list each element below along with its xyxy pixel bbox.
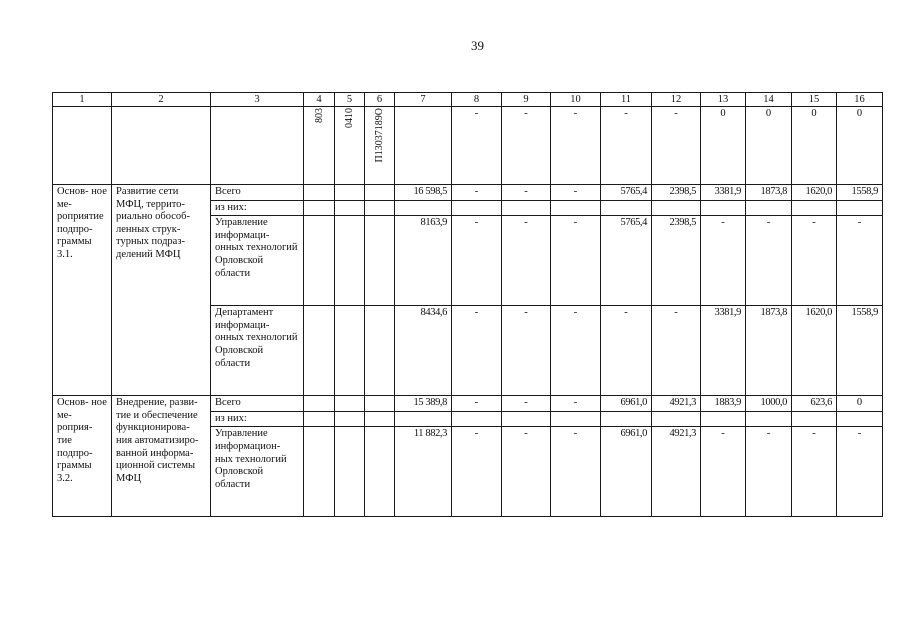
value-cell: 0 bbox=[837, 396, 883, 412]
col-number-cell: 1 bbox=[53, 93, 112, 107]
value-cell: - bbox=[452, 396, 502, 412]
empty-cell bbox=[502, 411, 551, 427]
empty-cell bbox=[746, 200, 792, 216]
value-cell: - bbox=[551, 396, 601, 412]
measure-32-total-row bbox=[53, 396, 883, 412]
empty-cell bbox=[395, 107, 452, 185]
empty-cell bbox=[701, 200, 746, 216]
value-cell: 1883,9 bbox=[701, 396, 746, 412]
value-cell: 3381,9 bbox=[701, 306, 746, 396]
value-cell: - bbox=[452, 427, 502, 517]
column-number-row bbox=[53, 93, 883, 107]
col-number-cell: 9 bbox=[502, 93, 551, 107]
csr-code: П13037189О bbox=[374, 108, 385, 163]
empty-cell bbox=[395, 411, 452, 427]
empty-cell bbox=[211, 107, 304, 185]
value-cell: - bbox=[502, 427, 551, 517]
empty-cell bbox=[53, 107, 112, 185]
empty-cell bbox=[652, 200, 701, 216]
value-cell: - bbox=[452, 107, 502, 185]
empty-cell bbox=[335, 427, 365, 517]
col-number-cell: 13 bbox=[701, 93, 746, 107]
executor-label: Управление информаци- онных технологий Орловской области bbox=[211, 216, 304, 306]
value-cell: 4921,3 bbox=[652, 396, 701, 412]
empty-cell bbox=[304, 396, 335, 412]
rzpr-code-cell bbox=[335, 107, 365, 185]
of-which-label: из них: bbox=[211, 200, 304, 216]
empty-cell bbox=[652, 411, 701, 427]
value-cell: - bbox=[502, 185, 551, 201]
value-cell: - bbox=[701, 216, 746, 306]
value-cell: 0 bbox=[837, 107, 883, 185]
grbs-code-cell bbox=[304, 107, 335, 185]
empty-cell bbox=[792, 200, 837, 216]
value-cell: - bbox=[701, 427, 746, 517]
value-cell: 5765,4 bbox=[601, 185, 652, 201]
value-cell: - bbox=[452, 185, 502, 201]
value-cell: 1873,8 bbox=[746, 306, 792, 396]
grbs-code: 803 bbox=[313, 108, 325, 123]
value-cell: - bbox=[551, 185, 601, 201]
empty-cell bbox=[701, 411, 746, 427]
executor-label: Департамент информаци- онных технологий Орловской области bbox=[211, 306, 304, 396]
value-cell: - bbox=[746, 216, 792, 306]
empty-cell bbox=[365, 306, 395, 396]
value-cell: 3381,9 bbox=[701, 185, 746, 201]
value-cell: 11 882,3 bbox=[395, 427, 452, 517]
value-cell: 1620,0 bbox=[792, 185, 837, 201]
empty-cell bbox=[335, 216, 365, 306]
empty-cell bbox=[335, 396, 365, 412]
value-cell: - bbox=[652, 107, 701, 185]
value-cell: - bbox=[551, 216, 601, 306]
col-number-cell: 2 bbox=[112, 93, 211, 107]
value-cell: 1873,8 bbox=[746, 185, 792, 201]
value-cell: - bbox=[502, 396, 551, 412]
empty-cell bbox=[304, 427, 335, 517]
total-label: Всего bbox=[211, 396, 304, 412]
value-cell: 4921,3 bbox=[652, 427, 701, 517]
empty-cell bbox=[551, 200, 601, 216]
rzpr-code: 0410 bbox=[344, 108, 355, 128]
empty-cell bbox=[452, 200, 502, 216]
col-number-cell: 12 bbox=[652, 93, 701, 107]
col-number-cell: 4 bbox=[304, 93, 335, 107]
value-cell: - bbox=[601, 306, 652, 396]
of-which-label: из них: bbox=[211, 411, 304, 427]
value-cell: 0 bbox=[701, 107, 746, 185]
empty-cell bbox=[304, 306, 335, 396]
empty-cell bbox=[365, 216, 395, 306]
value-cell: - bbox=[601, 107, 652, 185]
value-cell: 2398,5 bbox=[652, 185, 701, 201]
empty-cell bbox=[746, 411, 792, 427]
value-cell: 1620,0 bbox=[792, 306, 837, 396]
csr-code-cell bbox=[365, 107, 395, 185]
value-cell: - bbox=[452, 216, 502, 306]
col-number-cell: 16 bbox=[837, 93, 883, 107]
value-cell: 6961,0 bbox=[601, 396, 652, 412]
col-number-cell: 8 bbox=[452, 93, 502, 107]
empty-cell bbox=[335, 411, 365, 427]
codes-row bbox=[53, 107, 883, 185]
value-cell: 8434,6 bbox=[395, 306, 452, 396]
value-cell: - bbox=[551, 107, 601, 185]
col-number-cell: 7 bbox=[395, 93, 452, 107]
empty-cell bbox=[395, 200, 452, 216]
value-cell: 0 bbox=[792, 107, 837, 185]
empty-cell bbox=[452, 411, 502, 427]
value-cell: 15 389,8 bbox=[395, 396, 452, 412]
empty-cell bbox=[601, 200, 652, 216]
value-cell: - bbox=[652, 306, 701, 396]
measure-32-title: Основ- ное ме- роприя- тие подпро- граммы 3.2. bbox=[53, 396, 112, 517]
empty-cell bbox=[335, 185, 365, 201]
value-cell: 6961,0 bbox=[601, 427, 652, 517]
col-number-cell: 5 bbox=[335, 93, 365, 107]
budget-table bbox=[52, 92, 883, 517]
empty-cell bbox=[304, 200, 335, 216]
empty-cell bbox=[335, 306, 365, 396]
value-cell: - bbox=[452, 306, 502, 396]
measure-31-total-row bbox=[53, 185, 883, 201]
page-number: 39 bbox=[471, 38, 484, 53]
measure-31-title: Основ- ное ме- роприятие подпро- граммы 3.1. bbox=[53, 185, 112, 396]
empty-cell bbox=[365, 185, 395, 201]
empty-cell bbox=[792, 411, 837, 427]
col-number-cell: 3 bbox=[211, 93, 304, 107]
value-cell: - bbox=[502, 306, 551, 396]
col-number-cell: 11 bbox=[601, 93, 652, 107]
value-cell: - bbox=[837, 427, 883, 517]
empty-cell bbox=[304, 411, 335, 427]
value-cell: - bbox=[792, 216, 837, 306]
value-cell: 623,6 bbox=[792, 396, 837, 412]
value-cell: 2398,5 bbox=[652, 216, 701, 306]
empty-cell bbox=[365, 396, 395, 412]
empty-cell bbox=[601, 411, 652, 427]
value-cell: - bbox=[792, 427, 837, 517]
col-number-cell: 15 bbox=[792, 93, 837, 107]
value-cell: - bbox=[746, 427, 792, 517]
executor-label: Управление информацион- ных технологий Орловской области bbox=[211, 427, 304, 517]
col-number-cell: 6 bbox=[365, 93, 395, 107]
measure-32-name: Внедрение, разви- тие и обеспечение функционирова- ния автоматизиро- ванной информа- ционной системы МФЦ bbox=[112, 396, 211, 517]
value-cell: - bbox=[837, 216, 883, 306]
value-cell: 1558,9 bbox=[837, 306, 883, 396]
value-cell: 0 bbox=[746, 107, 792, 185]
empty-cell bbox=[365, 411, 395, 427]
value-cell: - bbox=[502, 107, 551, 185]
value-cell: 8163,9 bbox=[395, 216, 452, 306]
empty-cell bbox=[502, 200, 551, 216]
empty-cell bbox=[304, 216, 335, 306]
col-number-cell: 10 bbox=[551, 93, 601, 107]
empty-cell bbox=[304, 185, 335, 201]
empty-cell bbox=[112, 107, 211, 185]
empty-cell bbox=[335, 200, 365, 216]
value-cell: - bbox=[551, 427, 601, 517]
empty-cell bbox=[365, 200, 395, 216]
empty-cell bbox=[837, 411, 883, 427]
empty-cell bbox=[837, 200, 883, 216]
value-cell: 5765,4 bbox=[601, 216, 652, 306]
empty-cell bbox=[551, 411, 601, 427]
value-cell: 1558,9 bbox=[837, 185, 883, 201]
col-number-cell: 14 bbox=[746, 93, 792, 107]
value-cell: 1000,0 bbox=[746, 396, 792, 412]
total-label: Всего bbox=[211, 185, 304, 201]
value-cell: - bbox=[502, 216, 551, 306]
value-cell: - bbox=[551, 306, 601, 396]
value-cell: 16 598,5 bbox=[395, 185, 452, 201]
measure-31-name: Развитие сети МФЦ, террито- риально обособ- ленных струк- турных подраз- делений МФЦ bbox=[112, 185, 211, 396]
empty-cell bbox=[365, 427, 395, 517]
